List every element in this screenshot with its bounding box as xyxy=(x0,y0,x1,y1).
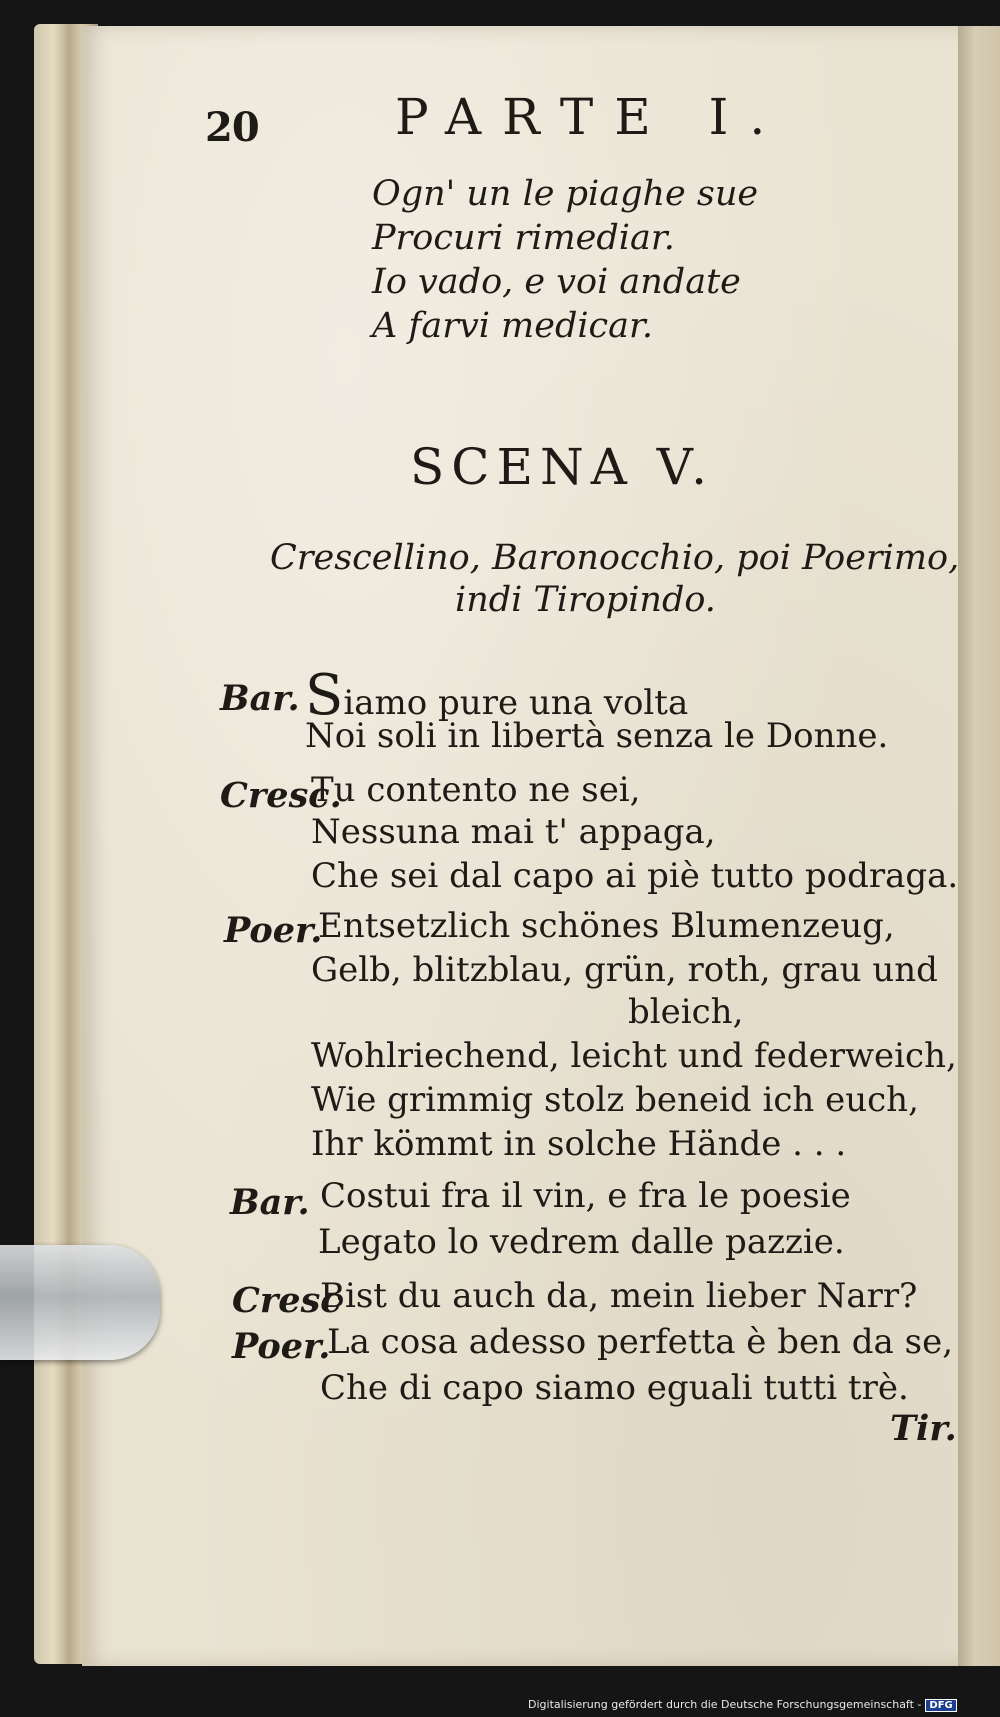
dialogue-line: Che di capo siamo eguali tutti trè. xyxy=(320,1368,909,1408)
dialogue-line: Legato lo vedrem dalle pazzie. xyxy=(318,1222,845,1262)
dialogue-line: Che sei dal capo ai piè tutto podraga. xyxy=(311,856,959,896)
dialogue-line-rest: iamo pure una volta xyxy=(343,683,689,723)
verse-line: Procuri rimediar. xyxy=(372,218,675,258)
dialogue-line: La cosa adesso perfetta è ben da se, xyxy=(327,1322,954,1362)
dfg-logo: DFG xyxy=(925,1699,956,1712)
dialogue-line: Nessuna mai t' appaga, xyxy=(311,812,716,852)
dialogue-line: Gelb, blitzblau, grün, roth, grau und xyxy=(311,950,938,990)
speaker-label: Bar. xyxy=(230,1182,310,1223)
dialogue-line: Entsetzlich schönes Blumenzeug, xyxy=(318,906,895,946)
dialogue-line: Wohlriechend, leicht und federweich, xyxy=(311,1036,957,1076)
dialogue-line: Bist du auch da, mein lieber Narr? xyxy=(320,1276,918,1316)
speaker-label: Cresc. xyxy=(220,775,342,816)
speaker-label: Poer. xyxy=(232,1326,331,1367)
footer-text: Digitalisierung gefördert durch die Deutsche Forschungsgemeinschaft - xyxy=(528,1698,922,1711)
verse-line: Io vado, e voi andate xyxy=(372,262,741,302)
speaker-label: Cresc xyxy=(232,1280,342,1321)
scene-title: SCENA V. xyxy=(410,438,715,496)
catchword: Tir. xyxy=(890,1408,957,1449)
dialogue-line: Wie grimmig stolz beneid ich euch, xyxy=(311,1080,919,1120)
speaker-label: Bar. xyxy=(220,678,300,719)
dialogue-line: Ihr kömmt in solche Hände . . . xyxy=(311,1124,847,1164)
speaker-label: Poer. xyxy=(224,910,323,951)
cast-list-line: indi Tiropindo. xyxy=(455,580,716,620)
dialogue-line-continuation: bleich, xyxy=(628,992,744,1032)
page-number: 20 xyxy=(205,104,259,151)
digitization-footer xyxy=(528,1698,957,1712)
dialogue-line: Costui fra il vin, e fra le poesie xyxy=(320,1176,851,1216)
drop-initial: S xyxy=(305,663,344,728)
dialogue-line: Tu contento ne sei, xyxy=(311,770,641,810)
cast-list-line: Crescellino, Baronocchio, poi Poerimo, xyxy=(270,538,960,578)
verse-line: A farvi medicar. xyxy=(372,306,654,346)
running-head: PARTE I. xyxy=(395,88,787,146)
dialogue-line: Noi soli in libertà senza le Donne. xyxy=(305,716,889,756)
verse-line: Ogn' un le piaghe sue xyxy=(372,174,759,214)
